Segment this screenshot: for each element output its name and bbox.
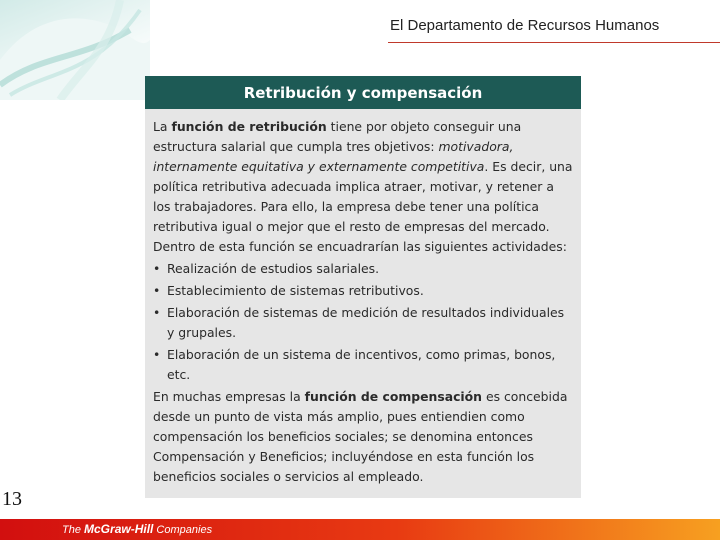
decorative-swirl <box>0 0 150 100</box>
paragraph-compensacion <box>153 387 573 487</box>
text-span: En muchas empresas la <box>153 389 305 404</box>
bold-term: función de compensación <box>304 389 483 404</box>
slide-title: El Departamento de Recursos Humanos <box>390 17 660 34</box>
bullet-icon: • <box>153 305 161 320</box>
text-span: . Es decir, una política retributiva adecuada implica atraer, motivar, y retener a los trabajadores. Para ello, la empresa debe tener una política retributiva igual o mejor que el resto de empresas del mercado. <box>153 159 573 234</box>
logo-text: Companies <box>153 524 213 536</box>
text-span: es concebida desde un punto de vista más amplio, pues entiendien como compensación los beneficios sociales; se denomina entonces Compensación y Beneficios; incluyéndose en esta función los beneficios sociales o servicios al empleado. <box>153 389 568 484</box>
bullet-icon: • <box>153 347 161 362</box>
box-body <box>145 109 581 487</box>
bullet-icon: • <box>153 261 161 276</box>
paragraph-activities-intro: Dentro de esta función se encuadrarían las siguientes actividades: <box>153 239 567 254</box>
logo-text: The <box>62 524 85 536</box>
list-item-text: Elaboración de sistemas de medición de resultados individuales y grupales. <box>167 305 565 340</box>
list-item-text: Elaboración de un sistema de incentivos, como primas, bonos, etc. <box>167 347 556 382</box>
text-span: tiene por objeto conseguir una estructura salarial que cumpla tres objetivos: <box>153 119 522 154</box>
list-item <box>153 345 573 385</box>
list-item-text: Realización de estudios salariales. <box>167 261 380 276</box>
paragraph-retribucion <box>153 117 573 237</box>
bold-term: función de retribución <box>171 119 327 134</box>
list-item <box>153 281 573 301</box>
content-box <box>145 76 581 498</box>
title-underline <box>388 42 720 43</box>
page-number: 13 <box>2 488 22 510</box>
bullet-icon: • <box>153 283 161 298</box>
list-item-text: Establecimiento de sistemas retributivos. <box>167 283 424 298</box>
logo-brand: McGraw-Hill <box>84 522 154 536</box>
text-span: La <box>153 119 172 134</box>
box-title: Retribución y compensación <box>145 76 581 109</box>
italic-term: motivadora, internamente equitativa y externamente competitiva <box>153 139 514 174</box>
footer-bar <box>0 519 720 540</box>
publisher-logo <box>62 522 212 536</box>
list-item <box>153 303 573 343</box>
list-item <box>153 259 573 279</box>
